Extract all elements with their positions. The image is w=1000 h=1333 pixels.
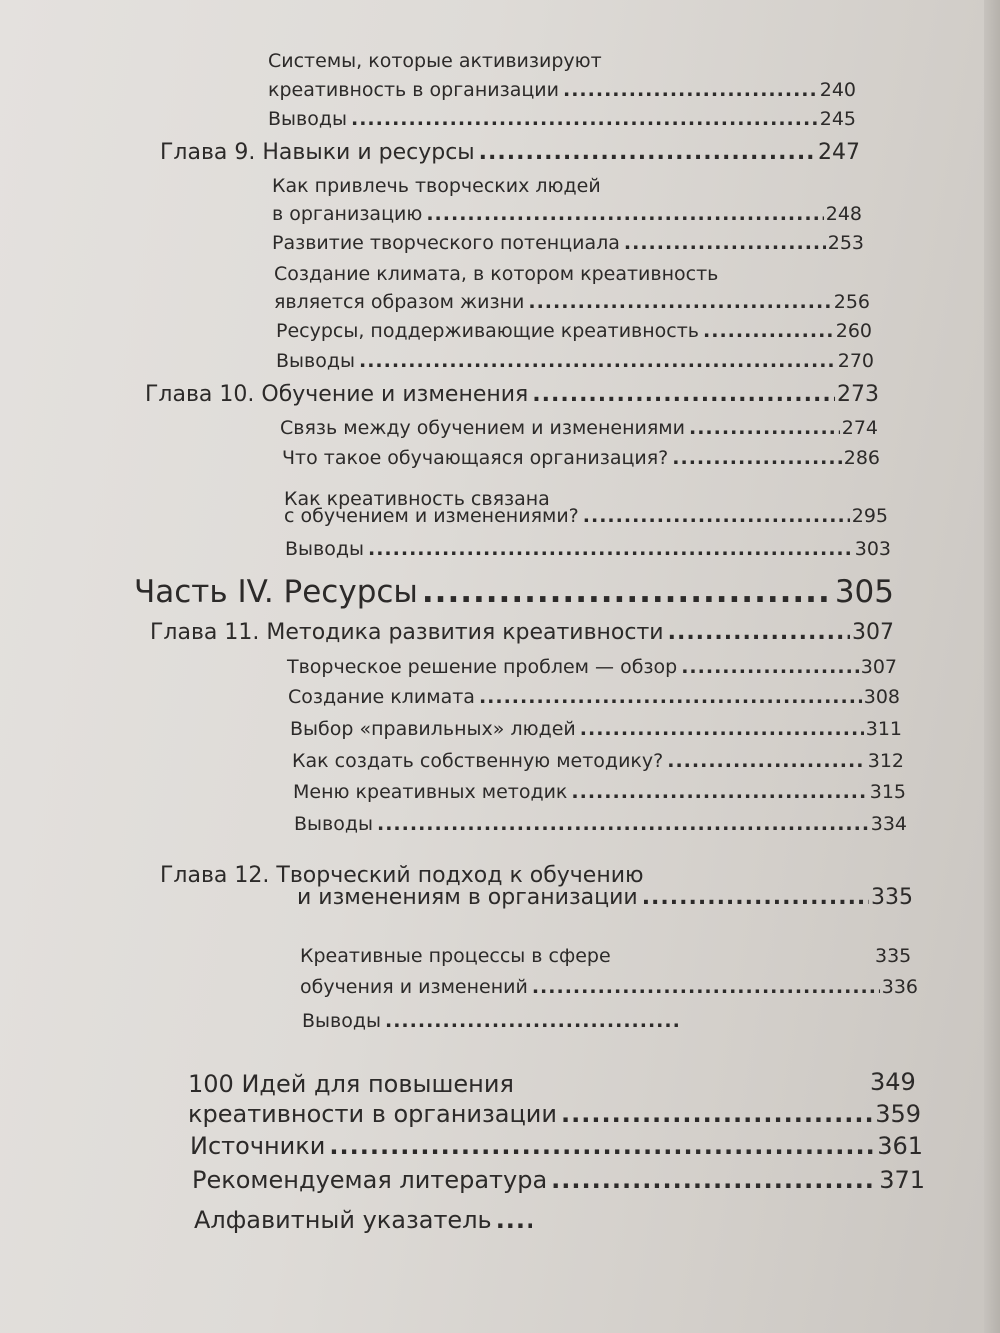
- dot-leader: [551, 1166, 877, 1194]
- backmatter-title: Алфавитный указатель: [194, 1206, 492, 1234]
- toc-page-number: 307: [852, 620, 894, 645]
- toc-entry[interactable]: [300, 976, 918, 998]
- dot-leader: [561, 1100, 873, 1128]
- toc-page-number: 335: [871, 885, 913, 910]
- toc-chapter[interactable]: [297, 885, 913, 910]
- toc-page-number: 273: [837, 382, 879, 407]
- toc-entry-title-line1: Как привлечь творческих людей: [272, 175, 601, 197]
- toc-entry-title: Связь между обучением и изменениями: [280, 417, 685, 439]
- toc-entry-title: креативность в организации: [268, 79, 559, 101]
- toc-entry-title: Выводы: [276, 350, 355, 372]
- toc-entry[interactable]: [284, 505, 888, 527]
- backmatter-title-line1: 100 Идей для повышения: [188, 1070, 514, 1098]
- dot-leader: [351, 108, 818, 130]
- dot-leader: [496, 1206, 532, 1234]
- toc-page-number: 336: [881, 976, 918, 998]
- dot-leader: [672, 447, 841, 469]
- toc-entry-title: Развитие творческого потенциала: [272, 232, 620, 254]
- toc-page-number: 247: [818, 140, 860, 165]
- toc-entry-title-line1: Креативные процессы в сфере: [300, 945, 611, 967]
- toc-backmatter[interactable]: [188, 1100, 921, 1128]
- toc-backmatter[interactable]: [192, 1166, 925, 1194]
- toc-entry[interactable]: [272, 203, 862, 225]
- toc-entry-title: Ресурсы, поддерживающие креативность: [276, 320, 700, 342]
- toc-entry-title: Что такое обучающаяся организация?: [282, 447, 669, 469]
- toc-chapter[interactable]: [145, 382, 879, 407]
- dot-leader: [359, 350, 836, 372]
- toc-entry[interactable]: [272, 232, 864, 254]
- toc-entry-title: Создание климата: [288, 686, 475, 708]
- toc-chapter[interactable]: [150, 620, 894, 645]
- toc-page-number: 253: [827, 232, 864, 254]
- toc-entry-title: Как создать собственную методику?: [292, 750, 664, 772]
- dot-leader: [583, 505, 850, 527]
- toc-page-number: 270: [837, 350, 874, 372]
- toc-page-number: 308: [863, 686, 900, 708]
- toc-entry-title: Выводы: [268, 108, 347, 130]
- toc-entry-title: Выбор «правильных» людей: [290, 718, 576, 740]
- toc-entry[interactable]: [282, 447, 880, 469]
- dot-leader: [532, 976, 880, 998]
- toc-entry[interactable]: [288, 686, 900, 708]
- dot-leader: [426, 203, 823, 225]
- chapter-title-line1: Глава 12. Творческий подход к обучению: [160, 863, 644, 888]
- toc-entry[interactable]: [302, 1010, 682, 1032]
- dot-leader: [385, 1010, 680, 1032]
- toc-backmatter[interactable]: [194, 1206, 534, 1234]
- toc-page-number: 361: [877, 1132, 923, 1160]
- toc-page-number: 315: [869, 781, 906, 803]
- dot-leader: [642, 885, 869, 910]
- page-edge: [984, 0, 1000, 1333]
- toc-entry-title: обучения и изменений: [300, 976, 528, 998]
- dot-leader: [532, 382, 835, 407]
- dot-leader: [479, 686, 862, 708]
- toc-page-number: 335: [875, 945, 912, 967]
- toc-page-number: 260: [835, 320, 872, 342]
- toc-page-number: 274: [841, 417, 878, 439]
- toc-page-number: 349: [870, 1068, 916, 1096]
- toc-page-number: 295: [851, 505, 888, 527]
- toc-page-number: 359: [875, 1100, 921, 1128]
- dot-leader: [563, 79, 818, 101]
- toc-page-number: 256: [833, 291, 870, 313]
- toc-entry[interactable]: [294, 813, 907, 835]
- toc-entry-title: Творческое решение проблем — обзор: [287, 656, 678, 678]
- toc-entry[interactable]: [268, 79, 856, 101]
- chapter-title: Глава 10. Обучение и изменения: [145, 382, 529, 407]
- toc-page-number: 240: [819, 79, 856, 101]
- dot-leader: [681, 656, 859, 678]
- toc-entry-title: Выводы: [302, 1010, 381, 1032]
- chapter-title: Глава 9. Навыки и ресурсы: [160, 140, 475, 165]
- dot-leader: [703, 320, 834, 342]
- dot-leader: [668, 620, 850, 645]
- toc-chapter[interactable]: [160, 140, 860, 165]
- toc-page-number: 303: [854, 538, 891, 560]
- toc-entry[interactable]: [274, 291, 870, 313]
- toc-backmatter[interactable]: [190, 1132, 923, 1160]
- toc-entry-title-line1: Как креативность связана: [284, 488, 550, 510]
- toc-page-number: 312: [867, 750, 904, 772]
- toc-entry[interactable]: [280, 417, 878, 439]
- dot-leader: [667, 750, 866, 772]
- toc-entry-title: Выводы: [285, 538, 364, 560]
- toc-entry[interactable]: [285, 538, 891, 560]
- dot-leader: [422, 574, 833, 610]
- toc-entry[interactable]: [276, 320, 872, 342]
- dot-leader: [479, 140, 816, 165]
- toc-entry[interactable]: [287, 656, 897, 678]
- toc-entry[interactable]: [276, 350, 874, 372]
- toc-entry-title-line1: Создание климата, в котором креативность: [274, 263, 719, 285]
- toc-page-number: 286: [843, 447, 880, 469]
- toc-page-number: 307: [860, 656, 897, 678]
- toc-page-number: 248: [825, 203, 862, 225]
- toc-entry[interactable]: [268, 108, 856, 130]
- dot-leader: [377, 813, 869, 835]
- toc-entry-title: с обучением и изменениями?: [284, 505, 579, 527]
- part-title: Часть IV. Ресурсы: [134, 574, 418, 610]
- toc-page-number: 334: [870, 813, 907, 835]
- toc-page-number: 371: [879, 1166, 925, 1194]
- toc-page-number: 245: [819, 108, 856, 130]
- dot-leader: [329, 1132, 875, 1160]
- toc-part[interactable]: [134, 574, 894, 610]
- toc-entry[interactable]: [290, 718, 902, 740]
- dot-leader: [368, 538, 853, 560]
- dot-leader: [571, 781, 867, 803]
- toc-entry-title-line1: Системы, которые активизируют: [268, 50, 602, 72]
- toc-entry[interactable]: [293, 781, 906, 803]
- dot-leader: [528, 291, 831, 313]
- toc-entry-title: Выводы: [294, 813, 373, 835]
- toc-page-number: 311: [865, 718, 902, 740]
- toc-entry[interactable]: [292, 750, 904, 772]
- dot-leader: [580, 718, 864, 740]
- toc-entry-title: является образом жизни: [274, 291, 525, 313]
- backmatter-title: Рекомендуемая литература: [192, 1166, 548, 1194]
- toc-page-number: 305: [834, 574, 894, 610]
- chapter-title: Глава 11. Методика развития креативности: [150, 620, 664, 645]
- backmatter-title: креативности в организации: [188, 1100, 557, 1128]
- toc-entry-title: Меню креативных методик: [293, 781, 568, 803]
- dot-leader: [624, 232, 826, 254]
- backmatter-title: Источники: [190, 1132, 326, 1160]
- toc-entry-title: в организацию: [272, 203, 423, 225]
- dot-leader: [689, 417, 840, 439]
- chapter-title: и изменениям в организации: [297, 885, 638, 910]
